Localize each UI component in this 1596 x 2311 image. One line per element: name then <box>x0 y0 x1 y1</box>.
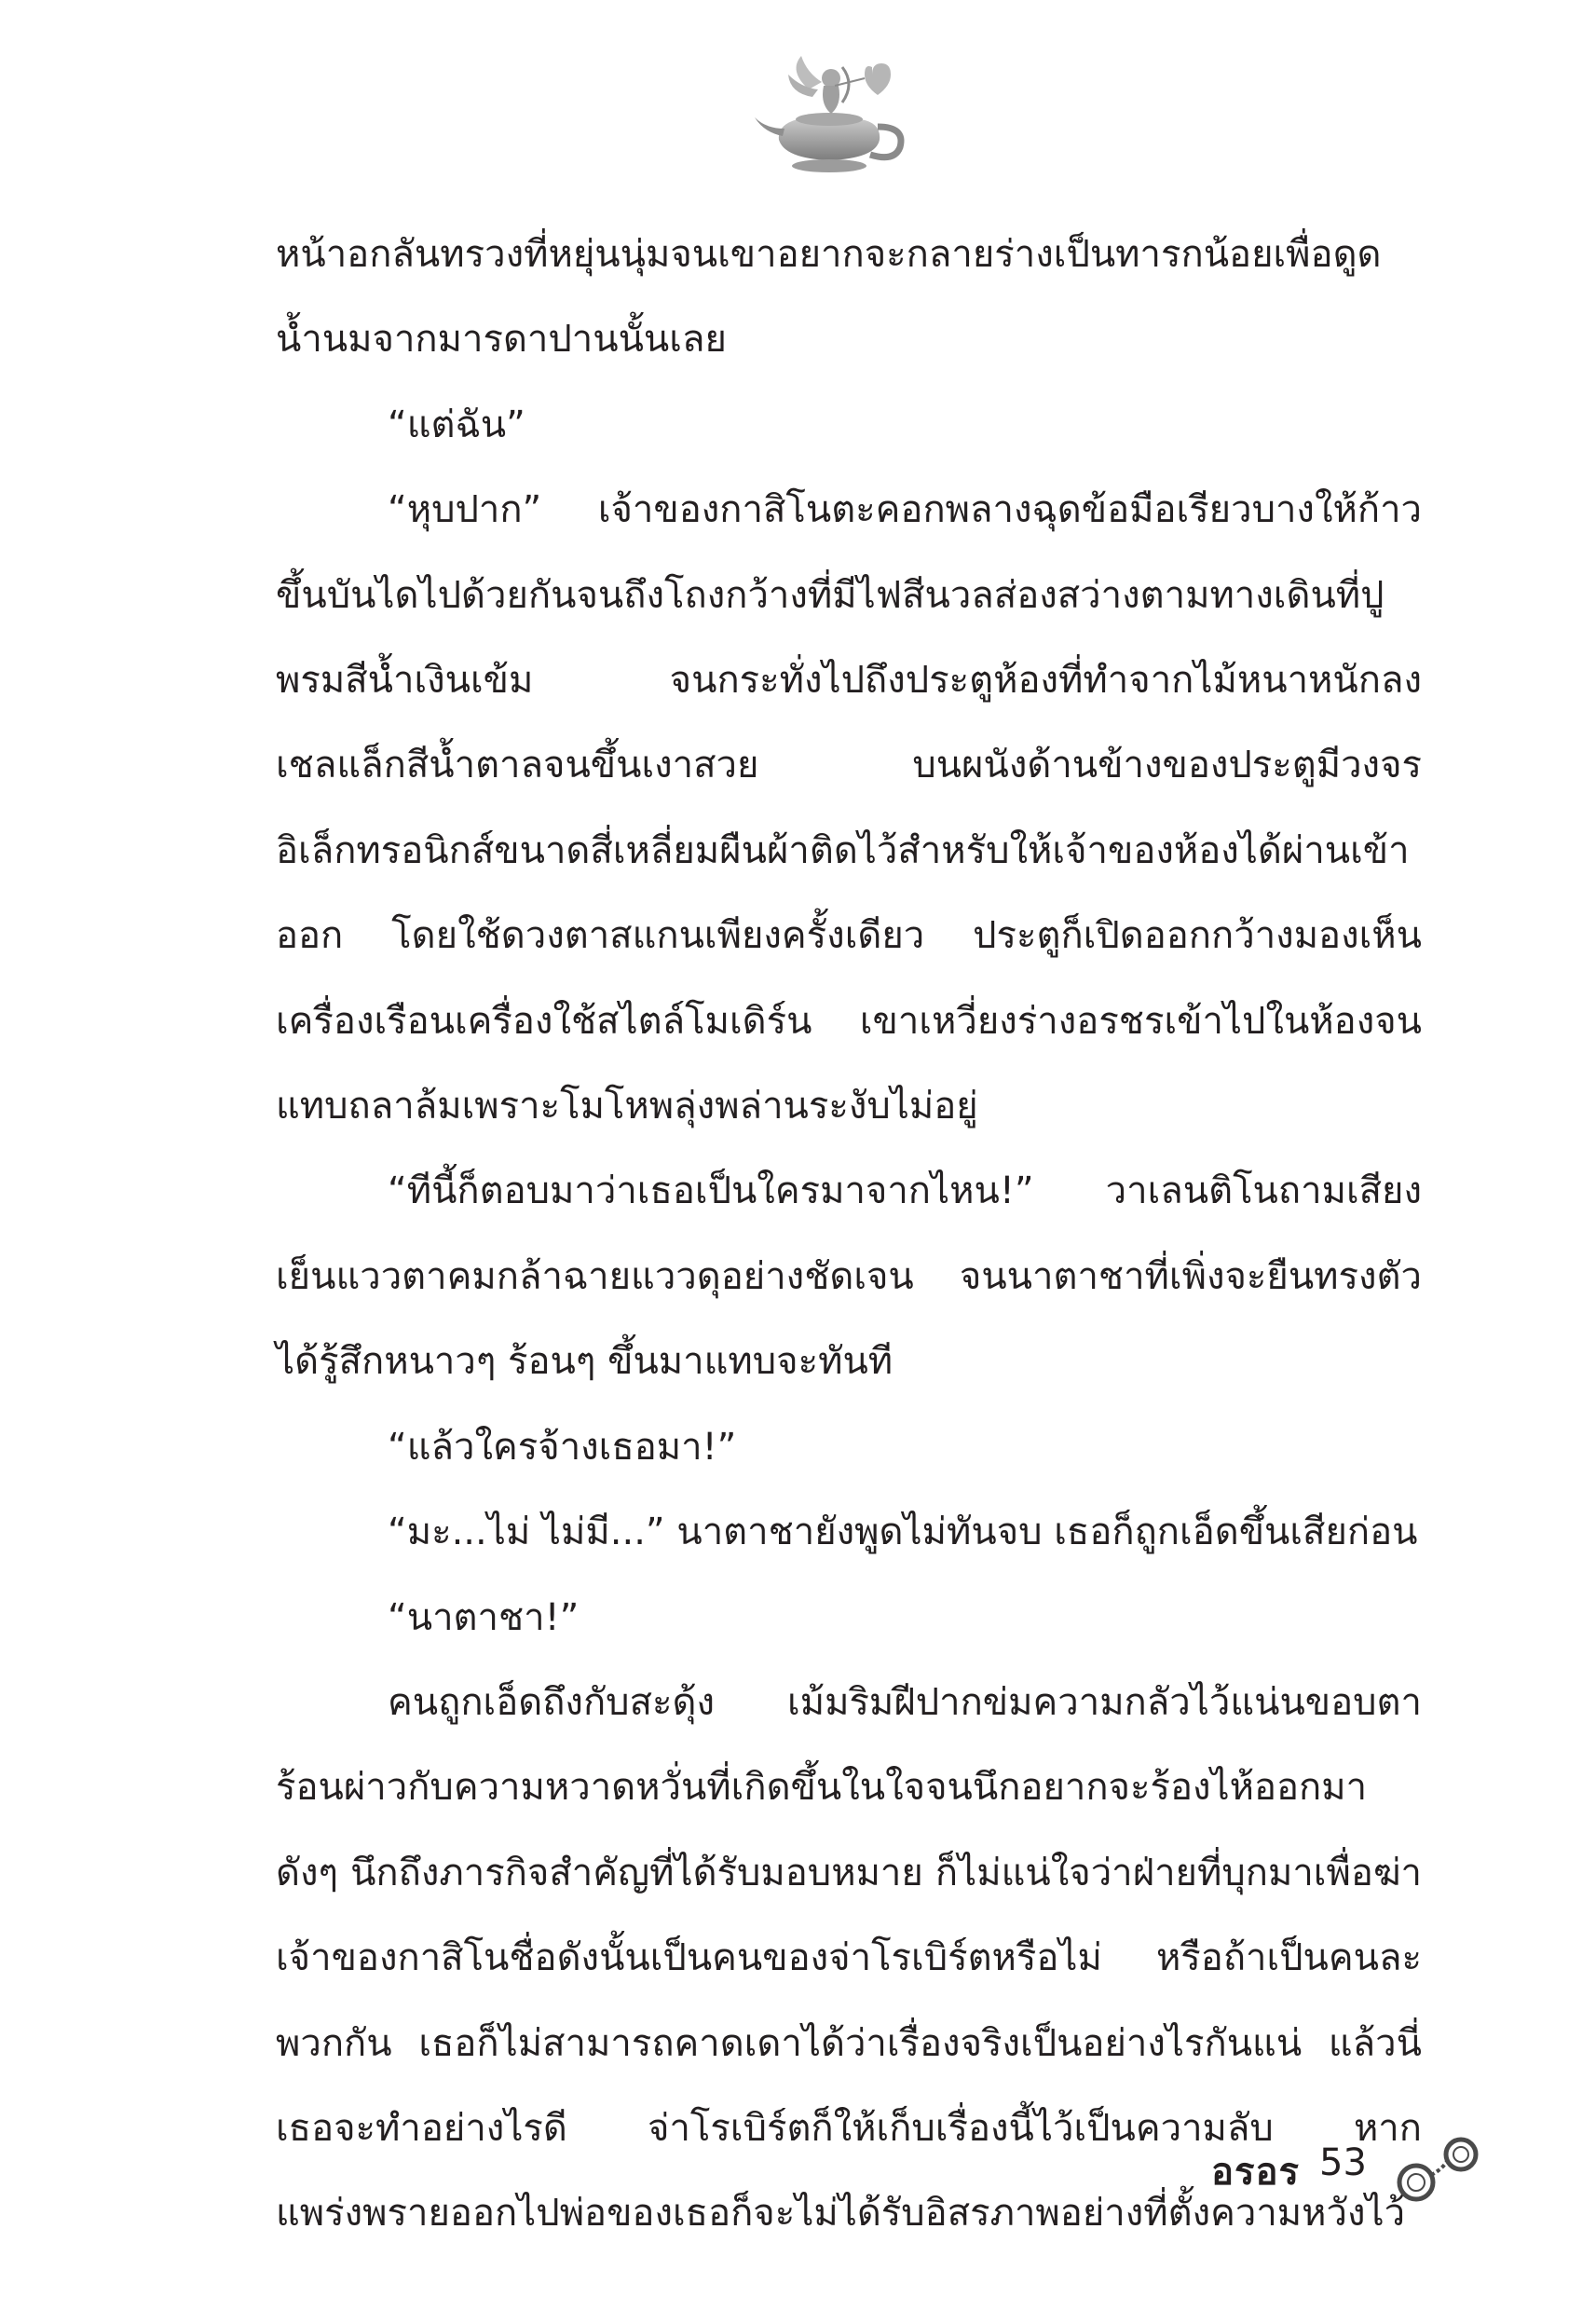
book-title: อรอร <box>1211 2151 1301 2194</box>
paragraph: “แล้วใครจ้างเธอมา!” <box>388 1425 737 1469</box>
paragraph: “แต่ฉัน” <box>388 403 525 446</box>
paragraph: “ทีนี้ก็ตอบมาว่าเธอเป็นใครมาจากไหน!” วาเลนติโนถามเสียงเย็นแววตาคมกล้าฉายแววดุอย่างชัดเจน จนนาตาชาที่เพิ่งจะยืนทรงตัวได้รู้สึกหนาวๆ ร้อนๆ ขึ้นมาแทบจะทันที <box>276 1169 1422 1384</box>
cupid-teapot-ornament-icon <box>751 50 915 183</box>
page-footer <box>1193 2132 1491 2197</box>
chapter-body <box>276 212 1422 2257</box>
paragraph: หน้าอกลันทรวงที่หยุ่นนุ่มจนเขาอยากจะกลายร่างเป็นทารกน้อยเพื่อดูดน้ำนมจากมารดาปานนั้นเลย <box>276 233 1382 362</box>
paragraph: คนถูกเอ็ดถึงกับสะดุ้ง เม้มริมฝีปากข่มความกลัวไว้แน่นขอบตาร้อนผ่าวกับความหวาดหวั่นที่เกิดขึ้นในใจจนนึกอยากจะร้องไห้ออกมาดังๆ นึกถึงภารกิจสำคัญที่ได้รับมอบหมาย ก็ไม่แน่ใจว่าฝ่ายที่บุกมาเพื่อฆ่าเจ้าของกาสิโนชื่อดังนั้นเป็นคนของจ่าโรเบิร์ตหรือไม่ หรือถ้าเป็นคนละพวกกัน เธอก็ไม่สามารถคาดเดาได้ว่าเรื่องจริงเป็นอย่างไรกันแน่ แล้วนี่เธอจะทำอย่างไรดี จ่าโรเบิร์ตก็ให้เก็บเรื่องนี้ไว้เป็นความลับ หากแพร่งพรายออกไปพ่อของเธอก็จะไม่ได้รับอิสรภาพอย่างที่ตั้งความหวังไว้ <box>276 1680 1422 2236</box>
page-number: 53 <box>1319 2141 1367 2184</box>
paragraph: “หุบปาก” เจ้าของกาสิโนตะคอกพลางฉุดข้อมือเรียวบางให้ก้าวขึ้นบันไดไปด้วยกันจนถึงโถงกว้างที่มีไฟสีนวลส่องสว่างตามทางเดินที่ปูพรมสีน้ำเงินเข้ม จนกระทั่งไปถึงประตูห้องที่ทำจากไม้หนาหนักลงเชลแล็กสีน้ำตาลจนขึ้นเงาสวย บนผนังด้านข้างของประตูมีวงจรอิเล็กทรอนิกส์ขนาดสี่เหลี่ยมผืนผ้าติดไว้สำหรับให้เจ้าของห้องได้ผ่านเข้าออก โดยใช้ดวงตาสแกนเพียงครั้งเดียว ประตูก็เปิดออกกว้างมองเห็นเครื่องเรือนเครื่องใช้สไตล์โมเดิร์น เขาเหวี่ยงร่างอรชรเข้าไปในห้องจนแทบถลาล้มเพราะโมโหพลุ่งพล่านระงับไม่อยู่ <box>276 488 1422 1128</box>
handcuffs-icon <box>1390 2132 1483 2207</box>
paragraph: “มะ...ไม่ ไม่มี...” นาตาชายังพูดไม่ทันจบ เธอก็ถูกเอ็ดขึ้นเสียก่อน <box>388 1511 1418 1554</box>
paragraph: “นาตาชา!” <box>388 1595 580 1639</box>
